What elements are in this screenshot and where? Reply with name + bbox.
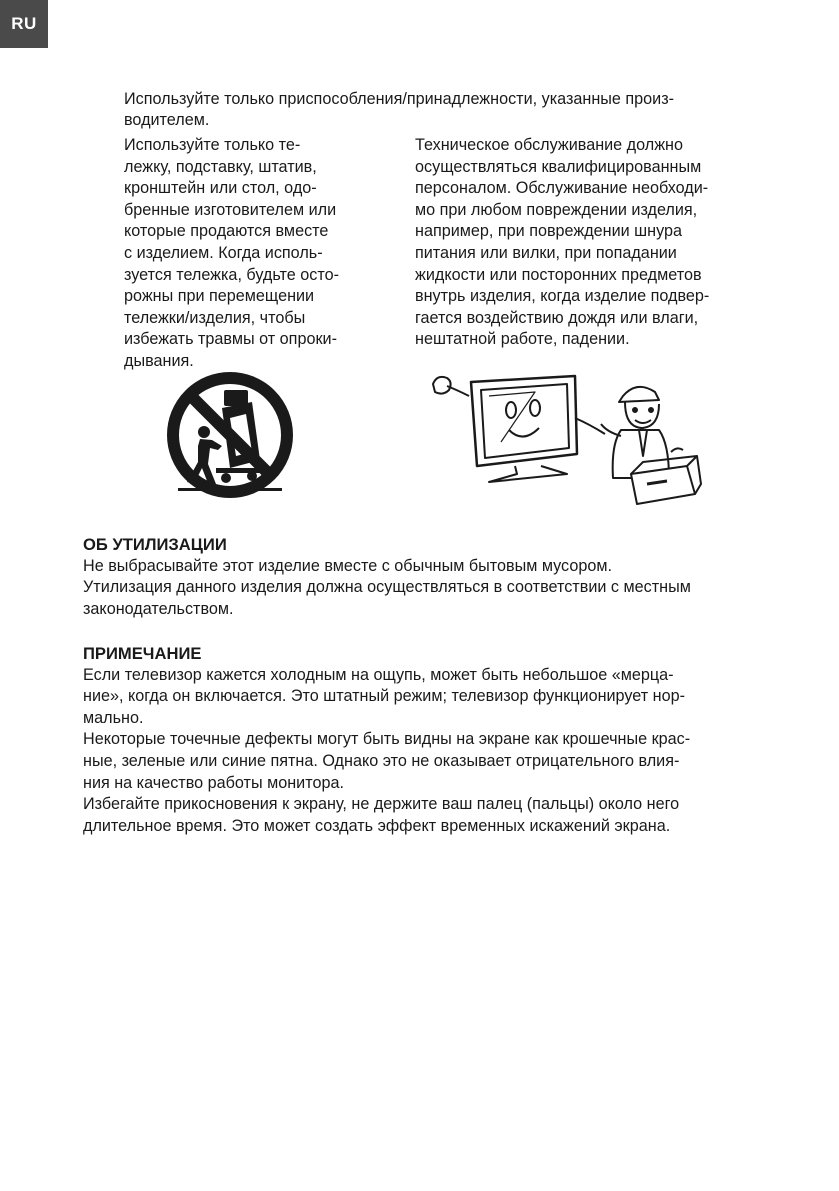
text-line: гается воздействию дождя или влаги, [415,308,699,327]
text-line: Используйте только те- [124,136,301,154]
text-line: с изделием. Когда исполь- [124,243,323,262]
intro-paragraph [124,89,744,131]
text-line: дывания. [124,351,194,370]
section-heading: ОБ УТИЛИЗАЦИИ [83,535,227,554]
cart-tipover-warning-icon [160,372,300,502]
text-line: избежать травмы от опроки- [124,330,337,349]
text-line: мально. [83,708,144,727]
tv-service-illustration [425,362,705,510]
disposal-section [83,534,763,620]
text-line: например, при повреждении шнура [415,222,683,241]
text-line: ние», когда он включается. Это штатный режим; телевизор функционирует нор- [83,687,685,706]
text-line: зуется тележка, будьте осто- [124,265,339,284]
text-line: Избегайте прикосновения к экрану, не держите ваш палец (пальцы) около него [83,795,680,814]
text-line: рожны при перемещении [124,287,315,306]
service-text [415,135,755,351]
text-line: которые продаются вместе [124,222,329,241]
text-line: бренные изготовителем или [124,200,337,219]
text-line: кронштейн или стол, одо- [124,179,317,198]
text-line: законодательством. [83,599,234,618]
text-line: питания или вилки, при попадании [415,243,677,262]
text-line: внутрь изделия, когда изделие подвер- [415,287,710,306]
text-line: Некоторые точечные дефекты могут быть видны на экране как крошечные крас- [83,730,691,749]
note-section [83,643,763,837]
text-line: Техническое обслуживание должно [415,136,683,154]
text-line: лежку, подставку, штатив, [124,157,317,176]
text-line: водителем. [124,111,210,129]
text-line: Утилизация данного изделия должна осуществляться в соответствии с местным [83,578,691,597]
text-line: ные, зеленые или синие пятна. Однако это не оказывает отрицательного влия- [83,751,680,770]
text-line: Не выбрасывайте этот изделие вместе с обычным бытовым мусором. [83,556,612,575]
section-heading: ПРИМЕЧАНИЕ [83,644,202,663]
text-line: жидкости или посторонних предметов [415,265,702,284]
text-line: длительное время. Это может создать эффект временных искажений экрана. [83,816,671,835]
text-line: нештатной работе, падении. [415,330,630,349]
text-line: персоналом. Обслуживание необходи- [415,179,709,198]
language-tab: RU [0,0,48,48]
text-line: тележки/изделия, чтобы [124,308,306,327]
cart-warning-text [124,135,384,373]
text-line: ния на качество работы монитора. [83,773,344,792]
text-line: Используйте только приспособления/принадлежности, указанные произ- [124,90,675,108]
text-line: осуществляться квалифицированным [415,157,702,176]
text-line: мо при любом повреждении изделия, [415,200,698,219]
text-line: Если телевизор кажется холодным на ощупь, может быть небольшое «мерца- [83,665,674,684]
